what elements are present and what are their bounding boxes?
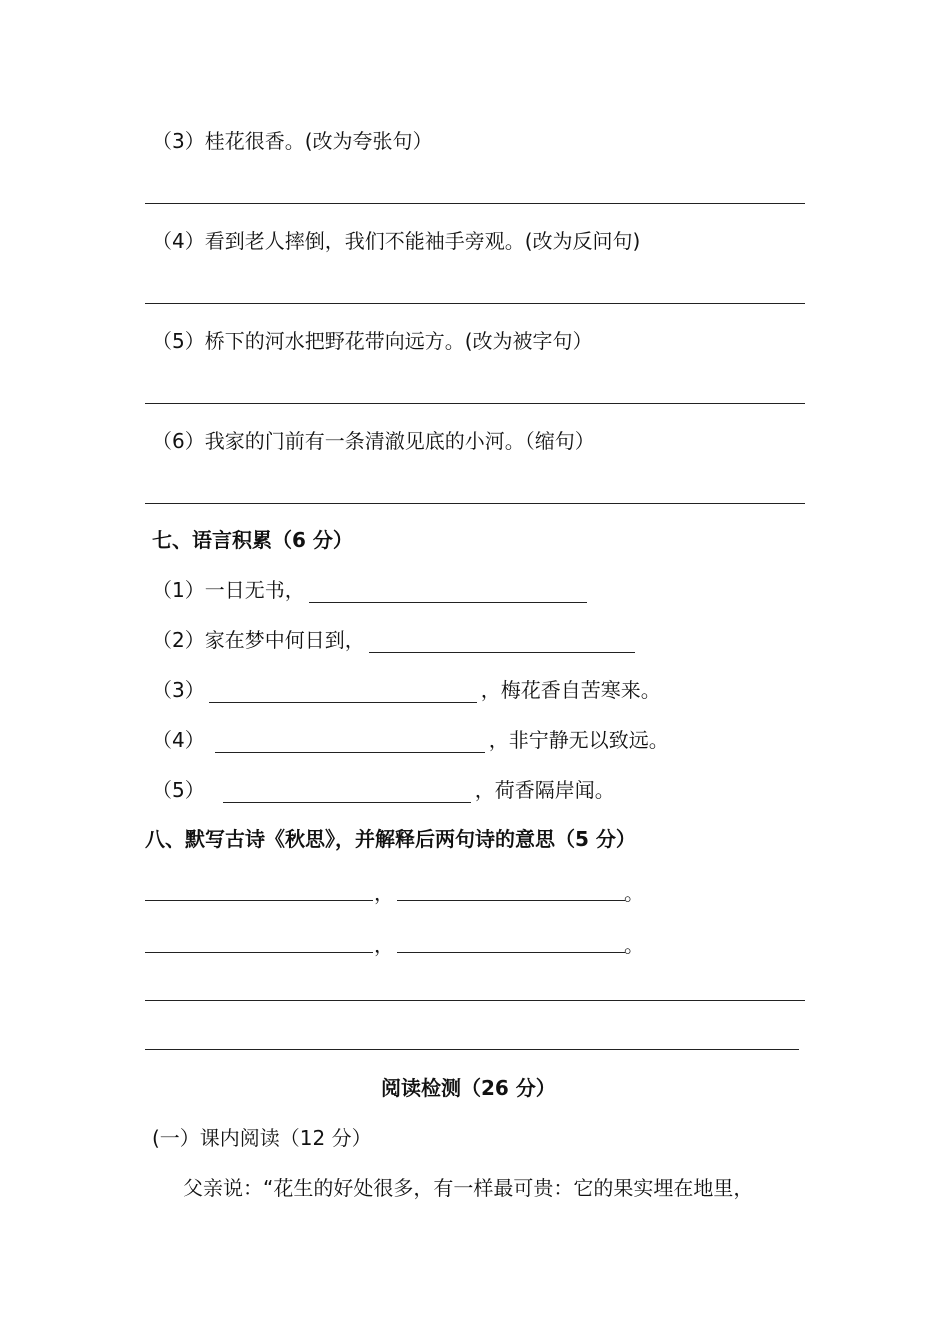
poem-line-2-blank[interactable] [397,900,625,901]
accumulation-item-5 [152,777,615,803]
question-6: （6）我家的门前有一条清澈见底的小河。（缩句） [152,429,595,453]
question-5: （5）桥下的河水把野花带向远方。(改为被字句） [152,329,593,353]
poem-line-3-blank[interactable] [145,952,373,953]
fill-blank[interactable] [215,732,485,753]
accumulation-item-3 [152,677,661,703]
question-4: （4）看到老人摔倒，我们不能袖手旁观。(改为反问句) [152,229,641,253]
reading-title: 阅读检测（26 分） [381,1076,556,1100]
fill-blank[interactable] [209,682,477,703]
reading-passage: 父亲说：“花生的好处很多，有一样最可贵：它的果实埋在地里， [183,1176,754,1200]
accumulation-item-1 [152,577,591,603]
item-text: 一日无书， [204,578,305,602]
answer-line[interactable] [145,503,805,504]
accumulation-item-2 [152,627,639,653]
answer-line[interactable] [145,303,805,304]
explanation-line-2[interactable] [145,1049,799,1050]
reading-subtitle: (一）课内阅读（12 分） [152,1126,372,1150]
poem-line-1-blank[interactable] [145,900,373,901]
poem-line-4-blank[interactable] [397,952,625,953]
answer-line[interactable] [145,203,805,204]
answer-line[interactable] [145,403,805,404]
period: 。 [624,933,644,957]
fill-blank[interactable] [369,632,635,653]
item-text: ，荷香隔岸闻。 [474,778,615,802]
item-text: 家在梦中何日到， [204,628,365,652]
comma: ， [374,881,394,905]
item-text: ，梅花香自苦寒来。 [480,678,661,702]
section-8-title: 八、默写古诗《秋思》，并解释后两句诗的意思（5 分） [145,827,636,851]
item-number: （1） [152,578,205,602]
accumulation-item-4 [152,727,669,753]
question-3: （3）桂花很香。(改为夸张句） [152,129,433,153]
item-number: （5） [152,778,205,802]
fill-blank[interactable] [223,782,471,803]
explanation-line-1[interactable] [145,1000,805,1001]
item-number: （2） [152,628,205,652]
section-7-title: 七、语言积累（6 分） [152,528,353,552]
item-number: （3） [152,678,205,702]
fill-blank[interactable] [309,582,587,603]
item-text: ，非宁静无以致远。 [488,728,669,752]
item-number: （4） [152,728,205,752]
comma: ， [374,933,394,957]
period: 。 [624,881,644,905]
